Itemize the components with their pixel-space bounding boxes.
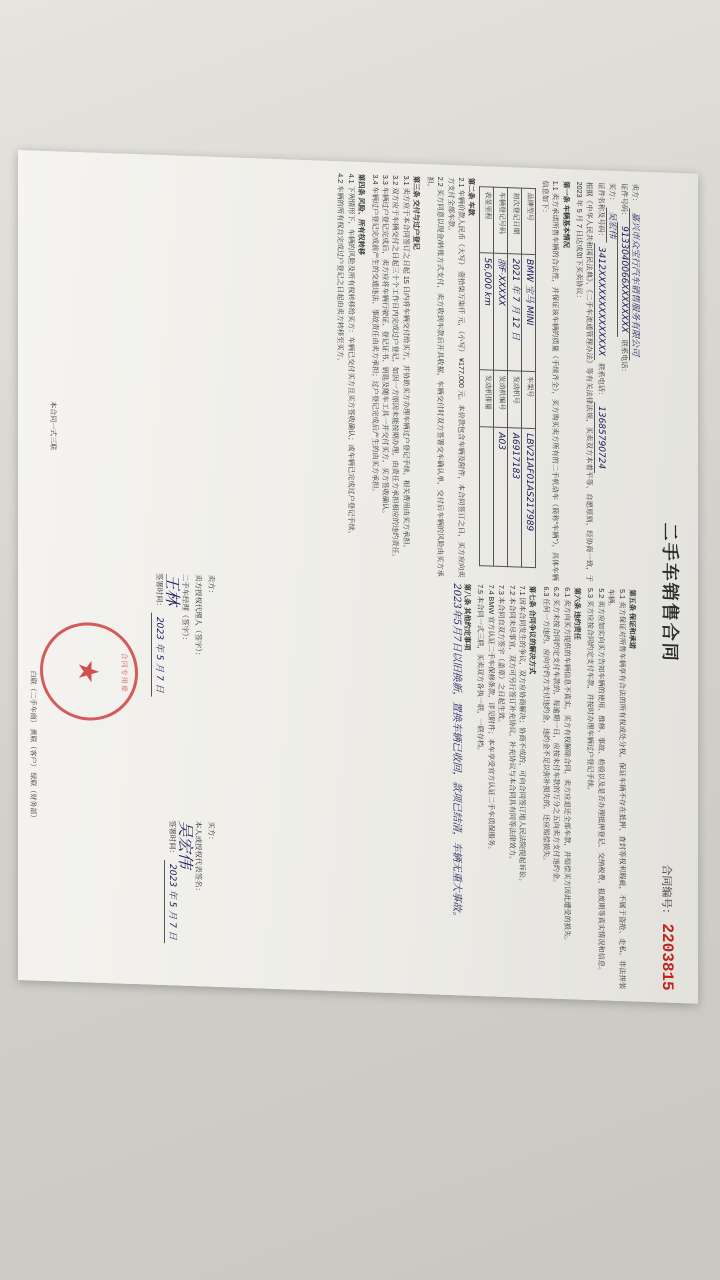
signature-columns: [151, 573, 218, 975]
section-3-body-3: 3.3 车辆过户登记完成后，卖方应将车辆行驶证、登记证书、钥匙及随车工具一并交付买方，买方签收确认。: [381, 174, 391, 518]
buyer-name: 吴宏伟: [606, 207, 617, 242]
table-row: [522, 188, 536, 567]
right-column: [451, 583, 640, 990]
section-7-body-3: 7.3 本合同自双方签字（盖章）之日起生效。: [497, 584, 507, 727]
section-3-body: 3.1 卖方应于本合同签订之日起 15 日内将车辆交付给买方，并协助买方办理车辆过户登记手续，相关费用由买方承担。: [401, 175, 411, 552]
seller-manager-label: 二手车经理（签字）：: [181, 573, 190, 645]
section-4-body-2: 4.2 车辆的所有权自完成过户登记之日起由卖方转移至买方。: [336, 173, 346, 366]
section-2-body-2: 2.2 买方同意以现金/转账方式支付，卖方收到车款后开具收据，车辆交付时双方签署交车确认单，交付后车辆的风险由买方承担。: [425, 176, 446, 577]
preamble: 根据《中华人民共和国民法典》、《二手车流通管理办法》等有关法律法规，买卖双方本着平等、自愿原则，经协商一致，于 2023 年 5 月 7 日达成如下买卖协议：: [574, 181, 595, 583]
buyer-id-row: [594, 182, 605, 582]
seller-id-row: [617, 183, 628, 583]
buyer-date-label: 签署时间：: [168, 819, 177, 858]
seller-signature: 王林: [163, 573, 182, 606]
section-1-heading: 第一条 车辆基本情况: [561, 180, 571, 248]
section-3-body-4: 3.4 车辆过户登记完成前产生的交通违法、事故责任由卖方承担；过户登记完成后产生的由买方承担。: [370, 174, 380, 496]
table-row: [508, 188, 522, 567]
contract-title: 二手车销售合同: [660, 522, 680, 664]
seller-contact-label: 联系电话：: [619, 339, 629, 376]
contract-canvas: [18, 150, 698, 1004]
table-cell: 发动机号: [508, 371, 522, 429]
section-5-body-3: 5.3 买方应按合同约定支付车款，并按时办理车辆过户登记手续。: [586, 587, 596, 795]
section-4-body: 4.1 下列情形下，车辆的风险及所有权转移给买方：车辆已交付买方且买方签收确认；或车辆已完成过户登记手续。: [346, 173, 356, 538]
seller-id-label: 证件号码：: [619, 183, 629, 220]
section-2-heading: 第二条 车款: [467, 177, 477, 216]
table-cell: 车辆登记号码: [494, 187, 508, 254]
contract-number-value: 2203815: [658, 923, 676, 991]
section-7-body-4: 7.4 BMW 官方认证二手车保修条款，详见附件；本车享受官方认证二手车质保服务。: [486, 584, 496, 854]
buyer-agent-label: 本人或授权代表签名：: [194, 820, 203, 896]
seller-date-label: 签署时间：: [155, 572, 164, 611]
buyer-date: 2023 年 5 月 7 日: [164, 860, 178, 944]
section-7-heading: 第七条 合同争议的解决方式: [528, 585, 538, 675]
section-4-heading: 第四条 风险、所有权转移: [357, 173, 367, 256]
seller-name: 嘉兴市众宝行汽车销售服务有限公司: [629, 208, 640, 360]
section-3-heading: 第三条 交付与过户登记: [412, 175, 422, 250]
seller-row: [629, 183, 640, 583]
seller-label: 卖方：: [631, 183, 640, 206]
buyer-row: [606, 183, 617, 583]
buyer-id: 3412XXXXXXXXXXXXXX: [594, 243, 605, 361]
contract-number-label: 合同编号：: [660, 864, 672, 920]
section-7-body-5: 7.5 本合同一式三联，买卖双方各执一联，一联存档。: [476, 584, 486, 755]
table-cell: 浙F·XXXXX: [494, 253, 508, 371]
buyer-id-label: 证件名称及号码：: [596, 182, 606, 241]
table-cell: 表显里程: [480, 187, 494, 254]
section-3-body-2: 3.2 双方应于车辆交付之日起三十个工作日内完成过户登记，如因一方原因未能按期办理，由责任方承担相应的违约责任。: [391, 175, 401, 562]
table-cell: 发动机排量: [480, 370, 494, 428]
contract-paper: [18, 150, 698, 1004]
section-2-body: 2.1 车辆价款人民币（大写） 壹拾柒万柒仟 元，（小写） ¥177,000 元。本价款包含车辆及附件，本合同签订之日，买方应向卖方支付全部车款。: [446, 176, 466, 578]
vehicle-info-table: [479, 186, 536, 568]
section-1-body: 1.1 卖方承诺所售车辆的合法性，并保证该车辆的质量（手续齐全），买方购买卖方所有的二手机动车（简称“车辆”），具体车辆信息如下：: [540, 180, 561, 581]
seller-date: 2023 年 5 月 7 日: [151, 613, 165, 697]
company-seal-stamp: [40, 621, 138, 722]
seller-id: 9133040066XXXXXXXX: [617, 222, 628, 337]
seller-agent-label: 卖方授权代理人（签字）：: [194, 574, 203, 660]
signature-block: [151, 573, 218, 975]
buyer-sign-label: 买方：: [207, 821, 216, 844]
table-cell: [480, 427, 494, 566]
contract-number: [658, 864, 676, 991]
section-6-body-2: 6.2 买方未按合同约定支付车款的，每逾期一日，应按未付车款的万分之五向卖方支付违约金。: [552, 586, 562, 887]
buyer-label: 买方：: [608, 182, 618, 205]
table-cell: BMW 宝马 MINI: [522, 254, 536, 372]
stamp-text: 合同专用章: [120, 652, 127, 693]
table-row: [480, 187, 494, 566]
seller-date-row: [151, 573, 166, 700]
section-6-body-3: 6.3 任何一方违约，应向守约方支付违约金，违约金不足以弥补损失的，还应赔偿损失。: [541, 586, 551, 865]
buyer-phone-label: 联系电话：: [596, 362, 606, 400]
table-cell: 品牌型号: [522, 188, 536, 255]
section-5-heading: 第五条 保证和承诺: [628, 589, 637, 650]
copies-note-right: 白联（二手车商） 黄联（客户） 绿联（财务部）: [29, 670, 36, 822]
table-cell: 2021 年 7 月 12 日: [508, 254, 522, 372]
seller-sign-label: 卖方：: [207, 574, 216, 598]
section-6-body: 6.1 卖方向买方提供的车辆信息不真实，买方有权解除合同，卖方应退还全部车款，并赔偿买方因此遭受的损失。: [562, 587, 572, 945]
buyer-date-row: [164, 820, 179, 947]
left-column: [335, 173, 640, 584]
table-cell: 车架号: [522, 371, 536, 429]
section-5-body-2: 5.2 卖方应如实向买方告知车辆的使用、维修、事故、检验以及是否办理抵押登记、交纳税费、报废期等真实情况和信息。: [596, 588, 606, 975]
table-cell: 初次登记日期: [508, 188, 522, 255]
section-7-body-2: 7.2 本合同未尽事宜，双方可另行签订补充协议，补充协议与本合同具有同等法律效力。: [507, 585, 517, 864]
table-cell: A6917183: [508, 428, 522, 567]
table-row: [494, 187, 508, 566]
section-8-heading: 第八条 其他约定事项: [462, 583, 472, 651]
buyer-signature: 吴宏伟: [176, 820, 195, 869]
stamp-star-icon: ★: [73, 658, 105, 685]
section-7-body: 7.1 因本合同发生的争议，双方应协商解决；协商不成的，可向合同签订地人民法院提起诉讼。: [517, 585, 527, 886]
seller-sign-column: [151, 573, 218, 702]
table-cell: 发动机编号: [494, 370, 508, 428]
table-cell: A03: [494, 428, 508, 567]
copies-note-left: 本合同一式三联: [49, 401, 56, 451]
buyer-phone: 13685790724: [594, 402, 605, 473]
buyer-sign-column: [151, 819, 218, 948]
other-terms-handwritten: 2023年5月7日以旧换新，置换车辆已收回，款项已结清，车辆无重大事故。: [451, 583, 463, 922]
section-5-body: 5.1 卖方保证对所售车辆享有合法的所有权或处分权，保证车辆不存在抵押、查封等权利瑕疵，不属于盗抢、走私、非法拼装车辆。: [607, 588, 627, 990]
table-cell: 56,000 km: [480, 253, 494, 371]
section-6-heading: 第六条 违约责任: [572, 587, 582, 641]
table-cell: LBV21AF01AS217989: [522, 429, 536, 568]
